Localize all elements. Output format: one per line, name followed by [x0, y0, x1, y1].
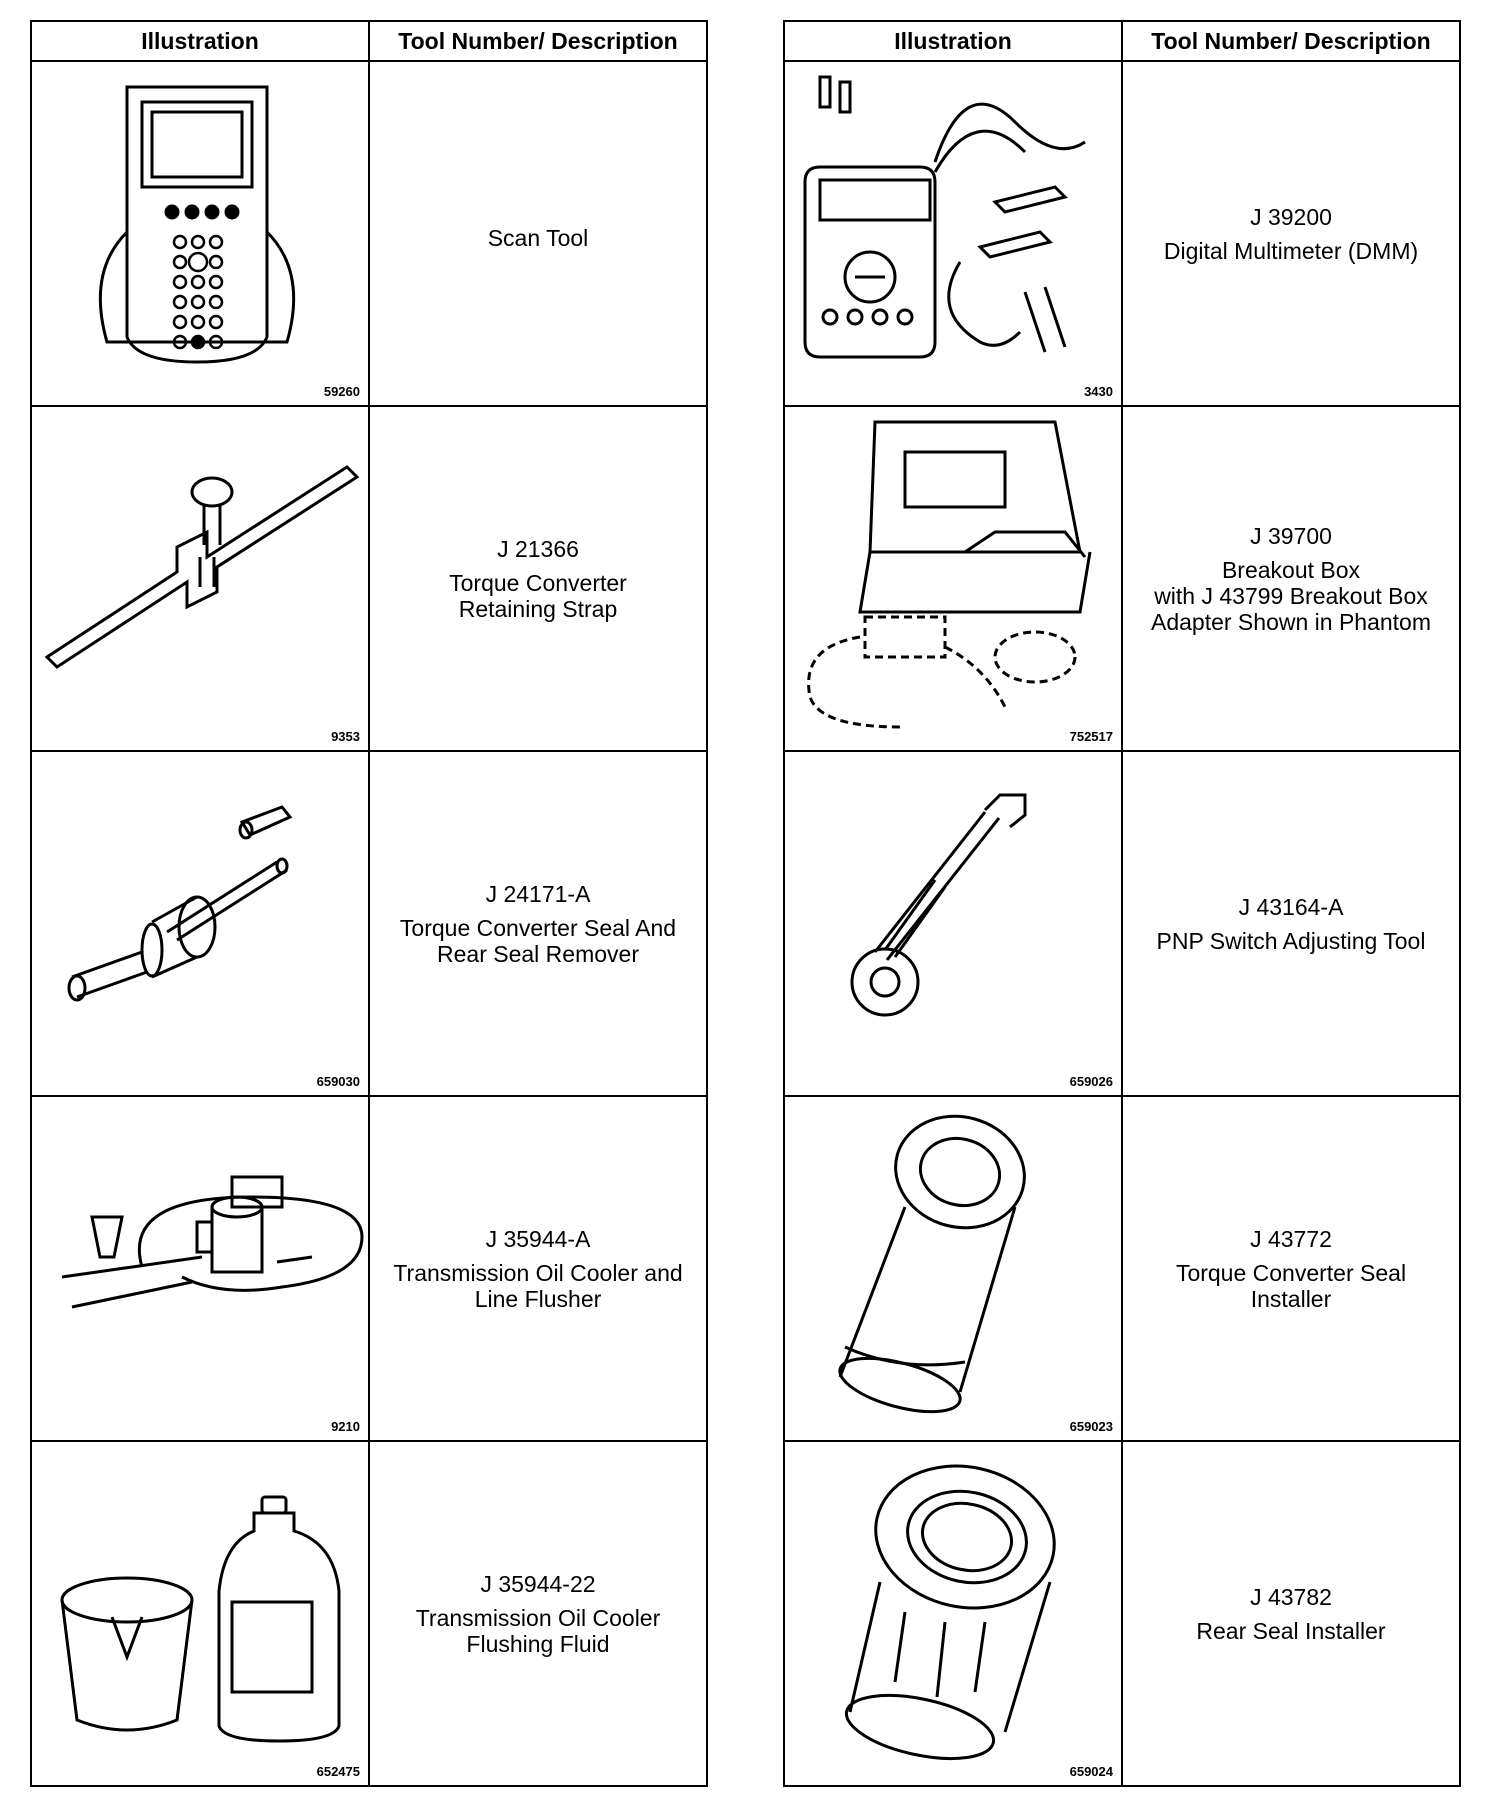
figure-number: 659024 — [1069, 1764, 1113, 1779]
header-tool-description: Tool Number/ Description — [1122, 21, 1460, 61]
figure-number: 659026 — [1069, 1074, 1113, 1089]
right-tools-table — [783, 20, 1461, 1787]
table-row — [784, 61, 1460, 406]
tool-description: Transmission Oil Cooler Flushing Fluid — [415, 1604, 661, 1657]
illustration-cell — [31, 1096, 369, 1441]
tool-description: Transmission Oil Cooler and Line Flusher — [393, 1259, 683, 1312]
illustration-cell — [784, 61, 1122, 406]
tool-description-cell — [1122, 1096, 1460, 1441]
tool-description: Digital Multimeter (DMM) — [1163, 237, 1419, 264]
header-tool-description: Tool Number/ Description — [369, 21, 707, 61]
table-row — [784, 1096, 1460, 1441]
tool-description: Breakout Box with J 43799 Breakout Box Adapter Shown in Phantom — [1150, 556, 1431, 635]
table-row — [784, 751, 1460, 1096]
left-tools-table — [30, 20, 708, 1787]
figure-number: 9353 — [331, 729, 360, 744]
tool-number: J 39700 — [1250, 522, 1332, 549]
tool-description-cell — [1122, 61, 1460, 406]
breakout-box-icon — [785, 407, 1123, 750]
tool-number: J 35944-A — [485, 1225, 591, 1252]
tool-description-cell — [1122, 1441, 1460, 1786]
tool-description: Torque Converter Seal Installer — [1175, 1259, 1407, 1312]
figure-number: 652475 — [316, 1764, 360, 1779]
table-header-row — [784, 21, 1460, 61]
tool-number: J 39200 — [1250, 203, 1332, 230]
tool-description-cell — [369, 751, 707, 1096]
illustration-cell — [784, 1441, 1122, 1786]
tool-number: J 21366 — [497, 535, 579, 562]
tool-description-cell — [1122, 406, 1460, 751]
table-row — [31, 1441, 707, 1786]
tool-number: J 43782 — [1250, 1583, 1332, 1610]
header-illustration: Illustration — [31, 21, 369, 61]
figure-number: 659030 — [316, 1074, 360, 1089]
rear-seal-installer-icon — [785, 1442, 1123, 1785]
table-row — [31, 61, 707, 406]
multimeter-icon — [785, 62, 1123, 405]
tool-number: J 35944-22 — [480, 1570, 596, 1597]
tool-description-cell — [369, 1441, 707, 1786]
illustration-cell — [784, 751, 1122, 1096]
tool-number: J 24171-A — [485, 880, 591, 907]
pnp-switch-tool-icon — [785, 752, 1123, 1095]
illustration-cell — [31, 751, 369, 1096]
tool-description: Torque Converter Retaining Strap — [449, 569, 627, 622]
figure-number: 752517 — [1069, 729, 1113, 744]
figure-number: 9210 — [331, 1419, 360, 1434]
tool-description-cell — [369, 1096, 707, 1441]
table-row — [31, 1096, 707, 1441]
illustration-cell — [31, 61, 369, 406]
tool-description: Rear Seal Installer — [1196, 1617, 1386, 1644]
figure-number: 659023 — [1069, 1419, 1113, 1434]
scan-tool-icon — [32, 62, 370, 405]
illustration-cell — [784, 406, 1122, 751]
tool-description-cell — [369, 61, 707, 406]
flushing-fluid-icon — [32, 1442, 370, 1785]
tool-description: Torque Converter Seal And Rear Seal Remover — [399, 914, 677, 967]
figure-number: 59260 — [323, 384, 360, 399]
illustration-cell — [31, 1441, 369, 1786]
tool-number: J 43164-A — [1238, 893, 1344, 920]
retaining-strap-icon — [32, 407, 370, 750]
tool-description: PNP Switch Adjusting Tool — [1156, 927, 1426, 954]
table-row — [784, 406, 1460, 751]
illustration-cell — [31, 406, 369, 751]
tool-description-cell — [369, 406, 707, 751]
seal-installer-icon — [785, 1097, 1123, 1440]
table-row — [31, 406, 707, 751]
tool-description-cell — [1122, 751, 1460, 1096]
tool-description: Scan Tool — [487, 224, 589, 251]
tool-number: J 43772 — [1250, 1225, 1332, 1252]
figure-number: 3430 — [1084, 384, 1113, 399]
table-header-row — [31, 21, 707, 61]
oil-cooler-flusher-icon — [32, 1097, 370, 1440]
table-row — [784, 1441, 1460, 1786]
seal-remover-icon — [32, 752, 370, 1095]
header-illustration: Illustration — [784, 21, 1122, 61]
illustration-cell — [784, 1096, 1122, 1441]
table-row — [31, 751, 707, 1096]
